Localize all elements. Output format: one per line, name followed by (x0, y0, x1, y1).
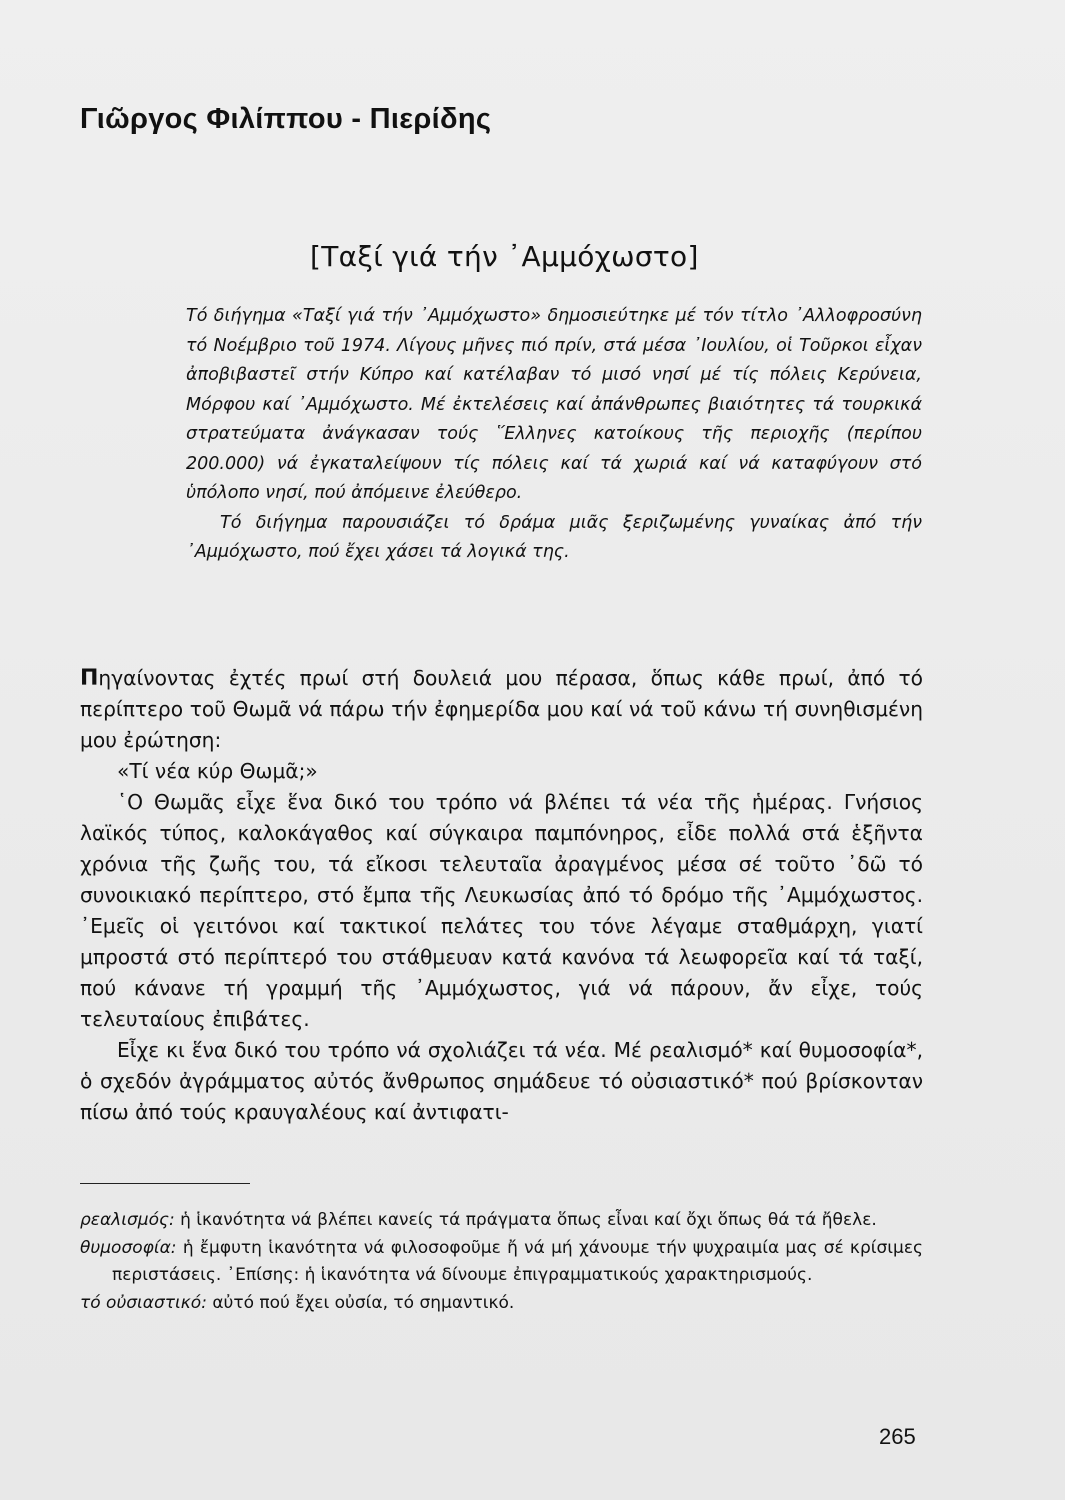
intro-paragraph: Τό διήγημα παρουσιάζει τό δράμα μιᾶς ξεριζωμένης γυναίκας ἀπό τήν ᾿Αμμόχωστο, πού ἔχει χάσει τά λογικά της. (186, 512, 922, 562)
drop-cap: Π (80, 666, 99, 691)
footnotes (80, 1207, 923, 1317)
body-paragraph (80, 663, 923, 756)
body-paragraph: ῾Ο Θωμᾶς εἶχε ἕνα δικό του τρόπο νά βλέπει τά νέα τῆς ἡμέρας. Γνήσιος λαϊκός τύπος, καλοκάγαθος καί σύγκαιρα παμπόνηρος, εἶδε πολλά στά ἑξῆντα χρόνια τῆς ζωῆς του, τά εἴκοσι τελευταῖα ἀραγμένος μέσα σέ τοῦτο ᾿δῶ τό συνοικιακό περίπτερο, στό ἔμπα τῆς Λευκωσίας ἀπό τό δρόμο τῆς ᾿Αμμόχωστος. ᾿Εμεῖς οἱ γειτόνοι καί τακτικοί πελάτες του τόνε λέγαμε σταθμάρχη, γιατί μπροστά στό περίπτερό του στάθμευαν κατά κανόνα τά λεωφορεῖα καί τά ταξί, πού κάνανε τή γραμμή τῆς ᾿Αμμόχωστος, γιά νά πάρουν, ἄν εἶχε, τούς τελευταίους ἐπιβάτες. (80, 790, 923, 1031)
introduction (186, 302, 922, 568)
footnote (80, 1207, 923, 1235)
body-paragraph: Εἶχε κι ἕνα δικό του τρόπο νά σχολιάζει τά νέα. Μέ ρεαλισμό* καί θυμοσοφία*, ὁ σχεδόν ἀγράμματος αὐτός ἄνθρωπος σημάδευε τό οὐσιαστικό* πού βρίσκονταν πίσω ἀπό τούς κραυγαλέους καί ἀντιφατι- (80, 1038, 923, 1124)
page-number: 265 (879, 1424, 916, 1449)
footnote-separator (80, 1183, 250, 1184)
intro-paragraph: Τό διήγημα «Ταξί γιά τήν ᾿Αμμόχωστο» δημοσιεύτηκε μέ τόν τίτλο ᾿Αλλοφροσύνη τό Νοέμβριο τοῦ 1974. Λίγους μῆνες πιό πρίν, στά μέσα ᾿Ιουλίου, οἱ Τοῦρκοι εἶχαν ἀποβιβαστεῖ στήν Κύπρο καί κατέλαβαν τό μισό νησί μέ τίς πόλεις Κερύνεια, Μόρφου καί ᾿Αμμόχωστο. Μέ ἐκτελέσεις καί ἀπάνθρωπες βιαιότητες τά τουρκικά στρατεύματα ἀνάγκασαν τούς ῞Ελληνες κατοίκους τῆς περιοχῆς (περίπου 200.000) νά ἐγκαταλείψουν τίς πόλεις καί τά χωριά καί νά καταφύγουν στό ὑπόλοπο νησί, πού ἀπόμεινε ἐλεύθερο. (186, 306, 922, 503)
footnote (80, 1235, 923, 1290)
footnote-definition: ἡ ἱκανότητα νά βλέπει κανείς τά πράγματα ὅπως εἶναι καί ὄχι ὅπως θά τά ἤθελε. (180, 1210, 877, 1230)
footnote-definition: ἡ ἔμφυτη ἱκανότητα νά φιλοσοφοῦμε ἤ νά μή χάνουμε τήν ψυχραιμία μας σέ κρίσιμες περιστάσεις. ᾿Επίσης: ἡ ἱκανότητα νά δίνουμε ἐπιγραμματικούς χαρακτηρισμούς. (112, 1237, 923, 1285)
story-body (80, 663, 923, 1128)
footnote (80, 1290, 923, 1318)
author-name: Γιῶργος Φιλίππου - Πιερίδης (80, 103, 492, 135)
footnote-definition: αὐτό πού ἔχει οὐσία, τό σημαντικό. (212, 1292, 515, 1313)
body-paragraph: «Τί νέα κύρ Θωμᾶ;» (117, 759, 318, 783)
footnote-term: τό οὐσιαστικό: (80, 1292, 207, 1313)
footnote-term: ρεαλισμός: (80, 1210, 175, 1230)
story-title: [Ταξί γιά τήν ᾿Αμμόχωστο] (310, 240, 699, 273)
body-paragraph-text: ηγαίνοντας ἐχτές πρωί στή δουλειά μου πέρασα, ὅπως κάθε πρωί, ἀπό τό περίπτερο τοῦ Θωμᾶ νά πάρω τήν ἐφημερίδα μου καί νά τοῦ κάνω τή συνηθισμένη μου ἐρώτηση: (80, 666, 923, 752)
footnote-term: θυμοσοφία: (80, 1237, 177, 1258)
